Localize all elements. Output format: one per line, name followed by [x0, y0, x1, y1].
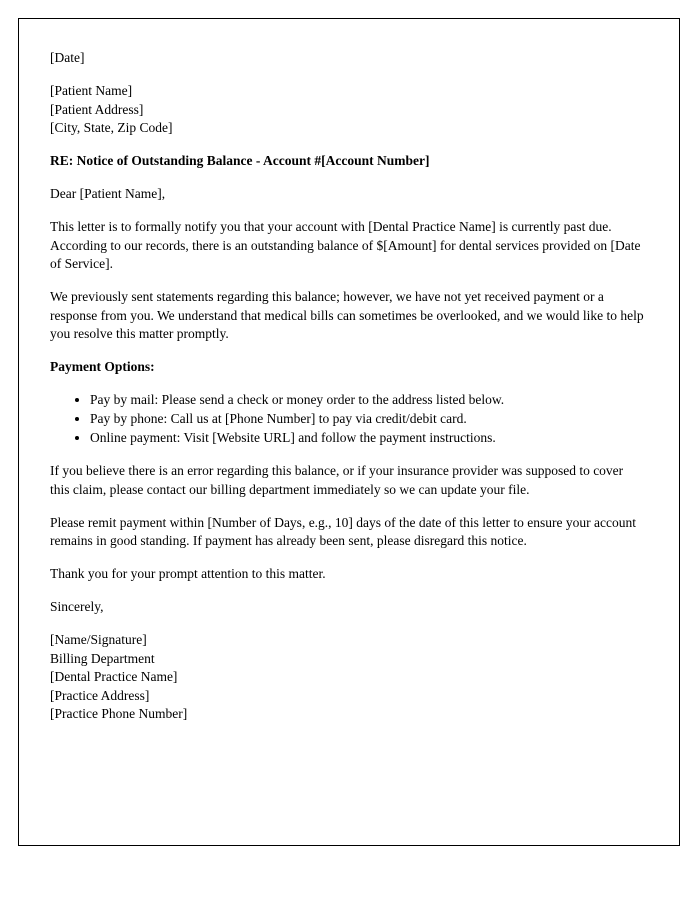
- payment-option-phone: • Pay by phone: Call us at [Phone Number] to pay via credit/debit card.: [90, 410, 645, 429]
- paragraph-billing-error: If you believe there is an error regarding this balance, or if your insurance provider was supposed to cover this claim, please contact our billing department immediately so we can update your file.: [50, 463, 624, 497]
- payment-options-list: [50, 391, 645, 448]
- payment-option-mail: • Pay by mail: Please send a check or money order to the address listed below.: [90, 391, 645, 410]
- recipient-name: [Patient Name]: [50, 83, 133, 98]
- letter-body: [50, 49, 645, 724]
- letter-page: [18, 18, 680, 846]
- signature-department: Billing Department: [50, 650, 155, 666]
- paragraph-previous-statements: We previously sent statements regarding this balance; however, we have not yet received payment or a response from you. We understand that medical bills can sometimes be overlooked, and we would like to help you resolve this matter promptly.: [50, 289, 644, 341]
- subject-line: RE: Notice of Outstanding Balance - Account #[Account Number]: [50, 153, 430, 168]
- signature-block: [50, 631, 645, 724]
- signature-practice-phone: [Practice Phone Number]: [50, 706, 188, 721]
- signature-name: [Name/Signature]: [50, 632, 147, 647]
- recipient-address-block: [50, 82, 645, 138]
- salutation: Dear [Patient Name],: [50, 186, 166, 201]
- payment-option-online: • Online payment: Visit [Website URL] and follow the payment instructions.: [90, 429, 645, 448]
- paragraph-thank-you: Thank you for your prompt attention to this matter.: [50, 566, 326, 581]
- paragraph-remit-payment: Please remit payment within [Number of Days, e.g., 10] days of the date of this letter to ensure your account remains in good standing. If payment has already been sent, please disregard this notice.: [50, 514, 636, 548]
- signature-practice-name: [Dental Practice Name]: [50, 669, 178, 684]
- signature-practice-address: [Practice Address]: [50, 687, 150, 703]
- sign-off: Sincerely,: [50, 599, 104, 614]
- payment-options-heading: Payment Options:: [50, 359, 155, 374]
- recipient-address: [Patient Address]: [50, 101, 144, 117]
- paragraph-notify: This letter is to formally notify you that your account with [Dental Practice Name] is currently past due. According to our records, there is an outstanding balance of $[Amount] for dental services provided on [Date of Service].: [50, 219, 641, 271]
- letter-date: [Date]: [50, 50, 85, 65]
- recipient-city-state-zip: [City, State, Zip Code]: [50, 120, 173, 135]
